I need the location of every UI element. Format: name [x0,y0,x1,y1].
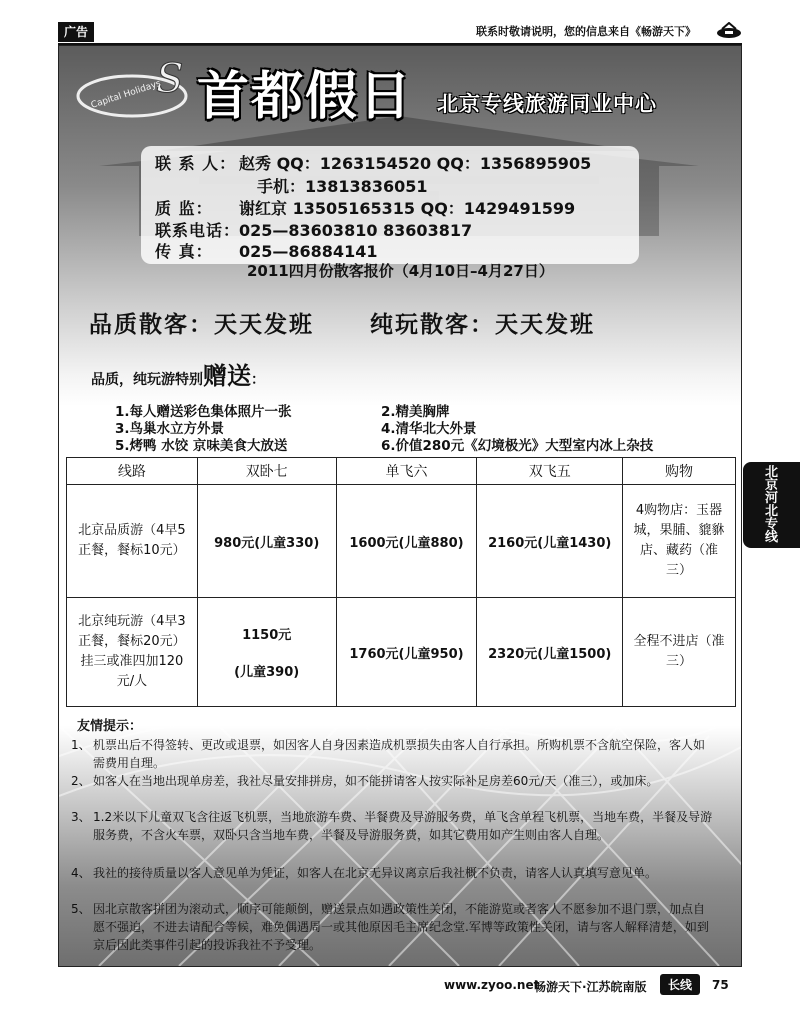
phone-label: 联系电话： [155,221,241,240]
side-tab-char: 专 [764,517,778,532]
gift-item: 3.鸟巢水立方外景 [115,421,225,437]
logo-text: Capital Holidays [89,78,163,111]
gift-intro-colon: ： [251,372,265,388]
double-sleeper-price: 980元(儿童330) [197,485,336,598]
side-tab-char: 京 [764,478,778,493]
mobile-value: 13813836051 [305,177,428,196]
footer-section-tag: 长线 [660,974,700,995]
column-header: 线路 [67,458,198,485]
gift-item: 6.价值280元《幻境极光》大型室内冰上杂技 [381,438,654,454]
tip-text: 因北京散客拼团为滚动式，顺序可能颠倒，赠送景点如遇政策性关闭，不能游览或者客人不愿参加不退门票，加点自愿不强迫，不进去请配合等候，难免偶遇周一或其他原因毛主席纪念堂.军博等政策性关闭，请与客人解释清楚，如到京后因此类事件引起的投诉我社不予受理。 [93,902,709,952]
route-cell: 北京纯玩游（4早3正餐，餐标20元）挂三或准四加120元/人 [67,598,198,707]
tip-number: 3、 [71,810,91,824]
mobile-label: 手机： [257,177,306,196]
double-sleeper-child-price: (儿童390) [234,665,300,680]
ad-label: 广告 [58,22,94,42]
table-header-row [67,458,736,485]
supervisor-label: 质 监： [155,199,213,218]
fax-value: 025—86884141 [239,242,378,261]
shopping-cell: 全程不进店（准三） [623,598,736,707]
ad-panel [58,45,742,967]
tip-number: 2、 [71,774,91,788]
brand-title: 首都假日 [197,66,414,127]
tip-text: 1.2米以下儿童双飞含往返飞机票，当地旅游车费、半餐费及导游服务费，单飞含单程飞机票，当地车费，半餐及导游服务费，不含火车票，双卧只含当地车费，半餐及导游服务费，如其它费用如产生则由客人自理。 [93,810,713,842]
departure-headline [89,306,595,339]
footer-url: www.zyoo.net [444,978,540,992]
tip-item [71,772,721,790]
gift-item: 4.清华北大外景 [381,421,477,437]
gift-item: 5.烤鸭 水饺 京味美食大放送 [115,438,288,454]
brand-subtitle: 北京专线旅游同业中心 [437,92,657,116]
side-tab-char: 河 [764,491,778,506]
contact-person-label: 联 系 人： [155,154,237,173]
tip-item [71,864,721,882]
mobile-row [257,174,427,197]
double-sleeper-price: 1150元 [242,628,292,643]
table-row [67,598,736,707]
magazine-logo-icon [716,22,742,40]
shopping-cell: 4购物店：玉器城，果脯、貔貅店、藏药（准三） [623,485,736,598]
single-flight-price: 1760元(儿童950) [336,598,477,707]
source-note: 联系时敬请说明，您的信息来自《畅游天下》 [476,25,696,38]
tip-item [71,736,721,772]
tip-item [71,900,721,954]
contact-person-value: 赵秀 QQ：1263154520 QQ：1356895905 [239,154,592,173]
tip-number: 5、 [71,902,91,916]
pure-tour-headline: 纯玩散客：天天发班 [370,312,596,338]
page-number: 75 [712,978,729,992]
column-header: 购物 [623,458,736,485]
column-header: 单飞六 [336,458,477,485]
tip-text: 如客人在当地出现单房差，我社尽量安排拼房，如不能拼请客人按实际补足房差60元/天（准三），或加床。 [93,774,659,788]
fax-row [155,239,377,262]
section-side-tab [743,462,800,548]
phone-value: 025—83603810 83603817 [239,221,473,240]
footer-publication: 畅游天下·江苏皖南版 [534,980,647,994]
price-period: 2011四月份散客报价（4月10日–4月27日） [247,262,554,280]
double-flight-price: 2320元(儿童1500) [477,598,623,707]
phone-row [155,218,472,241]
gift-item: 2.精美胸牌 [381,404,450,420]
side-tab-char: 北 [764,504,778,519]
tip-text: 我社的接待质量以客人意见单为凭证，如客人在北京无异议离京后我社概不负责，请客人认真填写意见单。 [93,866,658,880]
tips-title: 友情提示： [77,719,143,734]
supervisor-value: 谢红京 13505165315 QQ：1429491599 [239,199,576,218]
fax-label: 传 真： [155,242,213,261]
capital-holidays-logo [74,56,194,126]
tip-item [71,808,721,844]
table-row [67,485,736,598]
contact-person-row [155,151,591,174]
logo-letter: S [156,56,184,102]
side-tab-char: 北 [764,465,778,480]
single-flight-price: 1600元(儿童880) [336,485,477,598]
gift-item: 1.每人赠送彩色集体照片一张 [115,404,292,420]
column-header: 双卧七 [197,458,336,485]
route-cell: 北京品质游（4早5正餐，餐标10元） [67,485,198,598]
tip-number: 1、 [71,738,91,752]
column-header: 双飞五 [477,458,623,485]
tip-text: 机票出后不得签转、更改或退票，如因客人自身因素造成机票损失由客人自行承担。所购机票不含航空保险，客人如需费用自理。 [93,738,706,770]
side-tab-char: 线 [764,530,778,545]
double-sleeper-cell [197,598,336,707]
price-table [66,457,736,707]
gift-intro-text: 品质，纯玩游特别 [91,372,203,388]
double-flight-price: 2160元(儿童1430) [477,485,623,598]
quality-tour-headline: 品质散客：天天发班 [89,312,314,338]
gift-intro [91,356,265,391]
supervisor-row [155,196,575,219]
gift-intro-emphasis: 赠送 [203,362,251,390]
tip-number: 4、 [71,866,91,880]
